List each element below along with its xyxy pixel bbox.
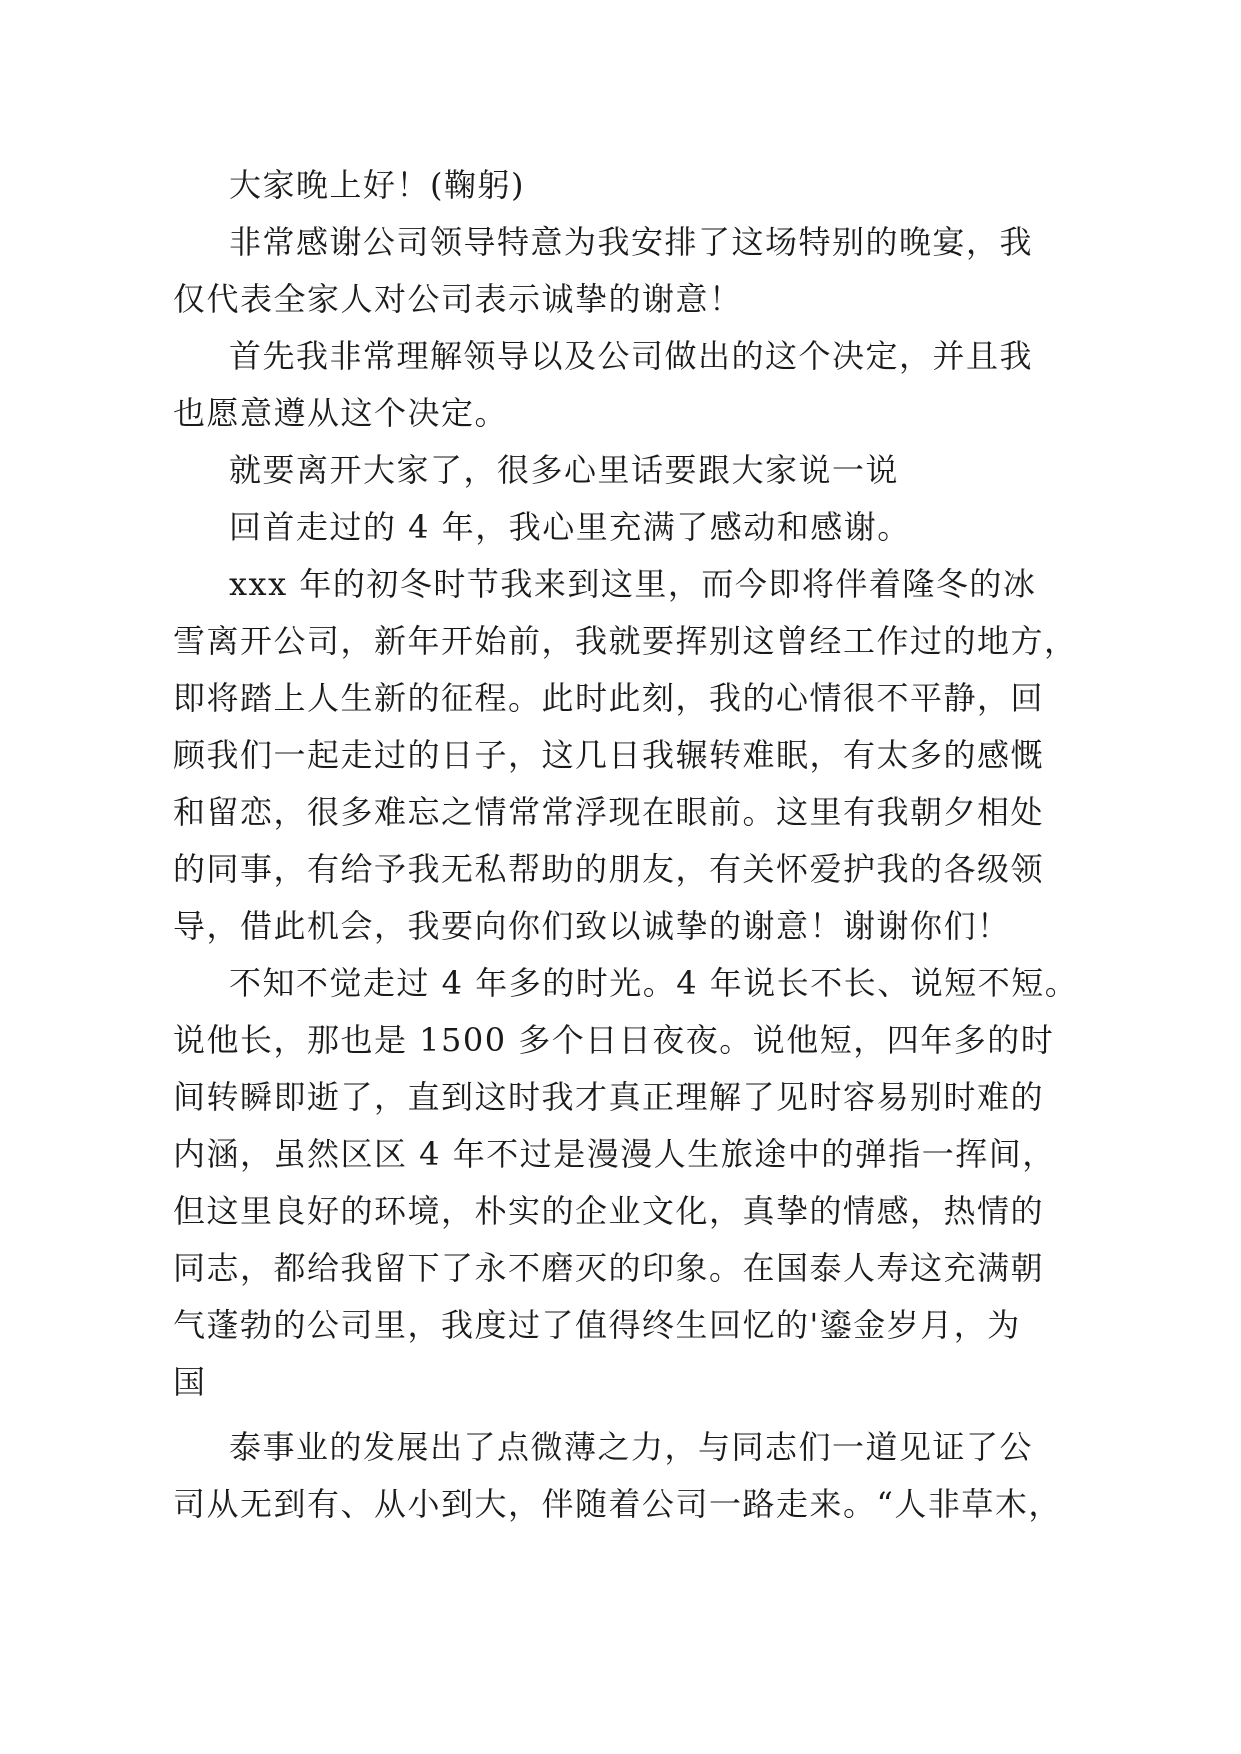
text-line: 雪离开公司，新年开始前，我就要挥别这曾经工作过的地方，	[173, 622, 1078, 660]
text-line: 大家晚上好！(鞠躬)	[229, 166, 525, 204]
text-line: 回首走过的 4 年，我心里充满了感动和感谢。	[229, 508, 911, 546]
text-line: 国	[173, 1363, 207, 1401]
text-line: 但这里良好的环境，朴实的企业文化，真挚的情感，热情的	[173, 1192, 1045, 1230]
text-line: 也愿意遵从这个决定。	[173, 394, 509, 432]
text-line: 非常感谢公司领导特意为我安排了这场特别的晚宴，我	[229, 223, 1034, 261]
text-line: 仅代表全家人对公司表示诚挚的谢意！	[173, 280, 743, 318]
text-line: 首先我非常理解领导以及公司做出的这个决定，并且我	[229, 337, 1034, 375]
text-line: 即将踏上人生新的征程。此时此刻，我的心情很不平静，回	[173, 679, 1045, 717]
text-line: 就要离开大家了，很多心里话要跟大家说一说	[229, 451, 900, 489]
text-line: 泰事业的发展出了点微薄之力，与同志们一道见证了公	[229, 1428, 1034, 1466]
text-line: 间转瞬即逝了，直到这时我才真正理解了见时容易别时难的	[173, 1078, 1045, 1116]
text-line: xxx 年的初冬时节我来到这里，而今即将伴着隆冬的冰	[229, 565, 1037, 603]
text-line: 内涵，虽然区区 4 年不过是漫漫人生旅途中的弹指一挥间，	[173, 1135, 1056, 1173]
text-line: 说他长，那也是 1500 多个日日夜夜。说他短，四年多的时	[173, 1021, 1055, 1059]
text-line: 司从无到有、从小到大，伴随着公司一路走来。“人非草木，	[173, 1485, 1062, 1523]
text-line: 同志，都给我留下了永不磨灭的印象。在国泰人寿这充满朝	[173, 1249, 1045, 1287]
text-line: 和留恋，很多难忘之情常常浮现在眼前。这里有我朝夕相处	[173, 793, 1045, 831]
text-line: 不知不觉走过 4 年多的时光。4 年说长不长、说短不短。	[229, 964, 1079, 1002]
text-line: 顾我们一起走过的日子，这几日我辗转难眠，有太多的感慨	[173, 736, 1045, 774]
text-line: 气蓬勃的公司里，我度过了值得终生回忆的'鎏金岁月，为	[173, 1306, 1021, 1344]
text-line: 导，借此机会，我要向你们致以诚挚的谢意！谢谢你们！	[173, 907, 1011, 945]
text-line: 的同事，有给予我无私帮助的朋友，有关怀爱护我的各级领	[173, 850, 1045, 888]
